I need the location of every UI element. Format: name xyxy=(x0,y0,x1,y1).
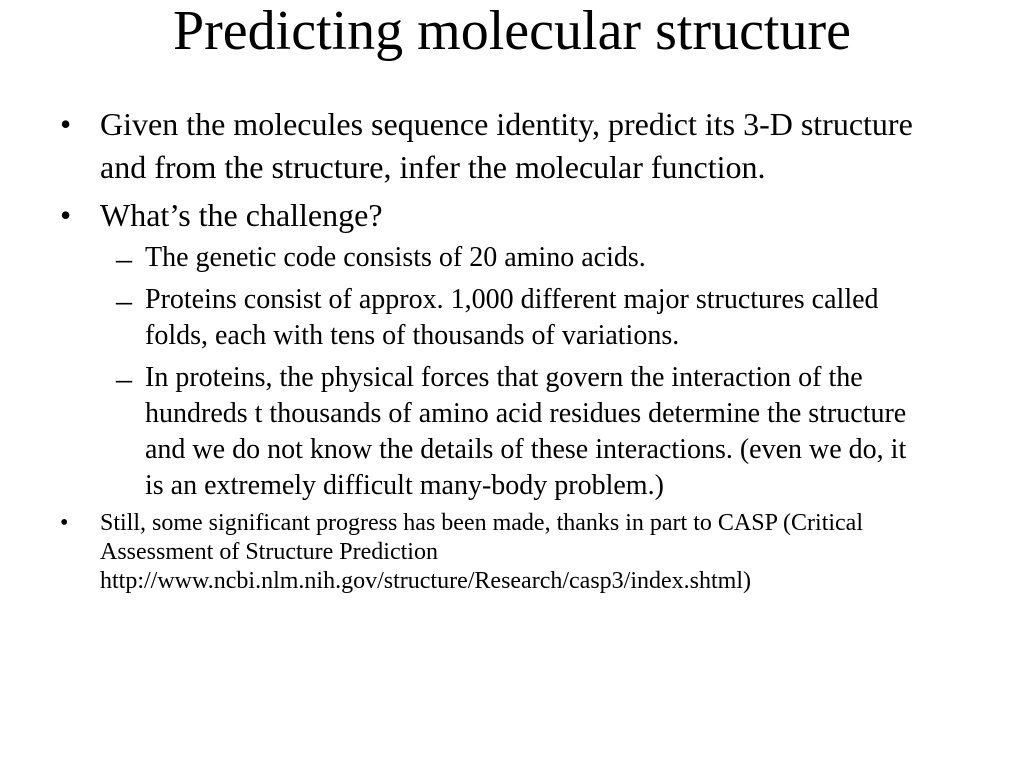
bullet-list xyxy=(60,103,920,596)
bullet-marker: • xyxy=(60,106,72,142)
bullet-text: Still, some significant progress has been made, thanks in part to CASP (Critical Assessment of Structure Prediction http://www.ncbi.nlm.nih.gov/structure/Research/casp3/index.shtml) xyxy=(100,510,863,594)
bullet-marker: • xyxy=(60,510,69,536)
sub-bullet-text: In proteins, the physical forces that govern the interaction of the hundreds t thousands of amino acid residues determine the structure and we do not know the details of these interactions. (even we do, it is an extremely difficult many-body problem.) xyxy=(145,362,907,501)
bullet-text: Given the molecules sequence identity, predict its 3-D structure and from the structure, infer the molecular function. xyxy=(100,106,913,185)
sub-bullet-item xyxy=(60,240,920,276)
bullet-item xyxy=(60,509,920,596)
sub-bullet-item xyxy=(60,282,920,354)
dash-marker: – xyxy=(116,240,132,276)
bullet-item xyxy=(60,194,920,504)
sub-bullet-item xyxy=(60,360,920,504)
dash-marker: – xyxy=(116,360,132,396)
sub-bullet-text: The genetic code consists of 20 amino acids. xyxy=(145,242,646,273)
dash-marker: – xyxy=(116,282,132,318)
bullet-marker: • xyxy=(60,197,72,233)
sub-bullet-list xyxy=(100,240,920,504)
sub-bullet-text: Proteins consist of approx. 1,000 different major structures called folds, each with tens of thousands of variations. xyxy=(145,284,879,351)
bullet-item xyxy=(60,103,920,189)
bullet-text: What’s the challenge? xyxy=(100,197,383,233)
slide-title: Predicting molecular structure xyxy=(173,0,851,62)
